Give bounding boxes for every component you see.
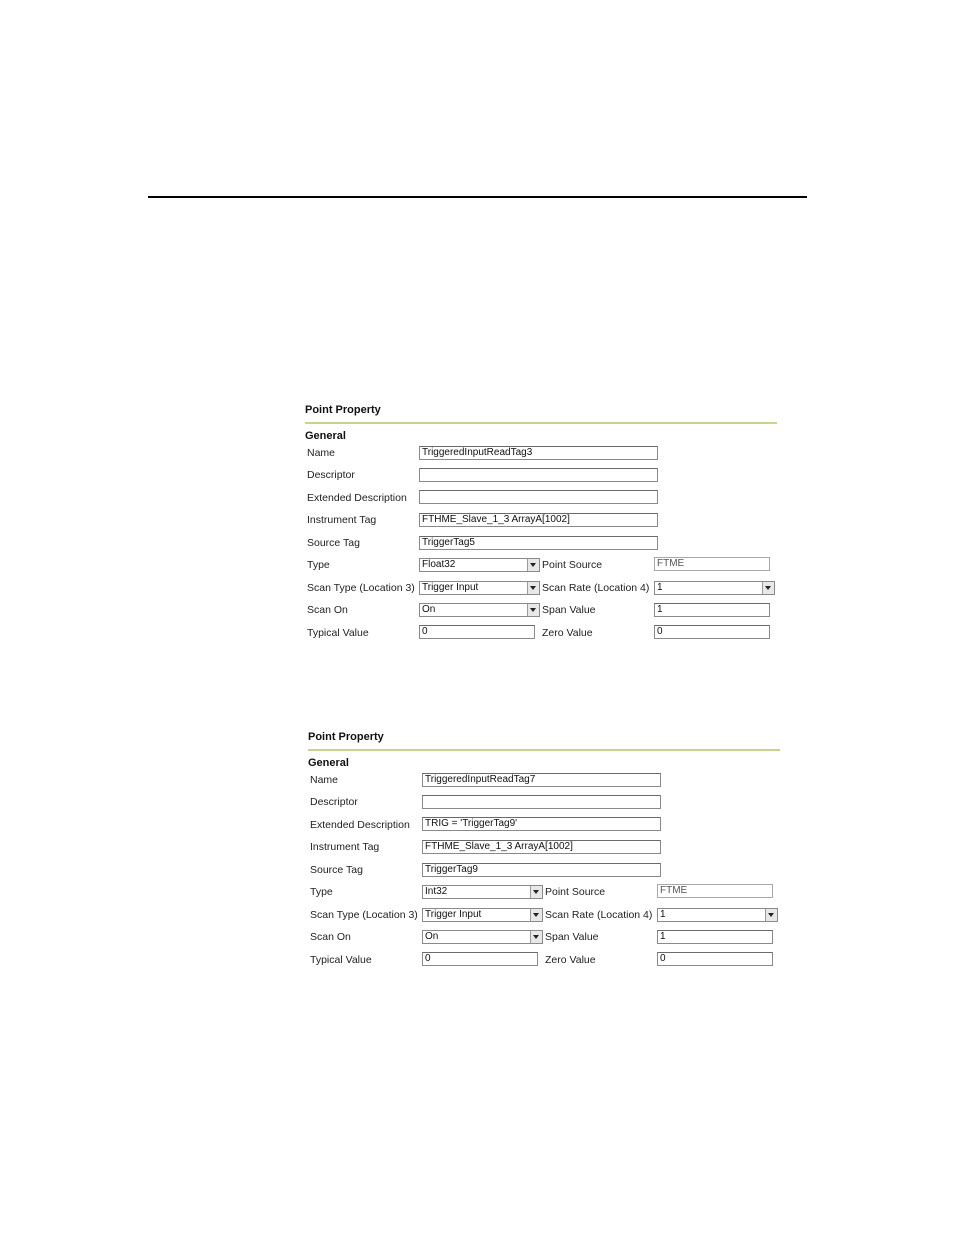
name-input[interactable]: TriggeredInputReadTag3 [419,446,658,460]
name-label: Name [307,447,336,459]
extended-description-label: Extended Description [307,492,407,504]
section-title-general: General [305,430,346,442]
span-value-input[interactable]: 1 [657,930,773,944]
source-tag-input[interactable]: TriggerTag5 [419,536,658,550]
descriptor-input[interactable] [419,468,658,482]
panel-divider [305,422,777,424]
chevron-down-icon[interactable] [527,582,539,594]
descriptor-label: Descriptor [310,796,358,808]
scan-rate-select[interactable] [654,581,775,595]
panel-title: Point Property [308,731,384,743]
instrument-tag-input[interactable]: FTHME_Slave_1_3 ArrayA[1002] [419,513,658,527]
scan-type-value: Trigger Input [425,909,482,920]
zero-value-input[interactable]: 0 [654,625,770,639]
extended-description-input[interactable] [419,490,658,504]
chevron-down-icon[interactable] [530,886,542,898]
typical-value-label: Typical Value [307,627,369,639]
type-label: Type [310,886,333,898]
descriptor-label: Descriptor [307,469,355,481]
typical-value-input[interactable]: 0 [419,625,535,639]
extended-description-label: Extended Description [310,819,410,831]
scan-rate-label: Scan Rate (Location 4) [542,582,650,594]
point-source-label: Point Source [542,559,603,571]
scan-type-label: Scan Type (Location 3) [307,582,415,594]
point-source-input[interactable]: FTME [654,557,770,571]
scan-on-select[interactable] [419,603,540,617]
source-tag-label: Source Tag [307,537,360,549]
descriptor-input[interactable] [422,795,661,809]
type-select[interactable] [422,885,543,899]
chevron-down-icon[interactable] [527,604,539,616]
type-value: Float32 [422,559,456,570]
panel-divider [308,749,780,751]
scan-on-label: Scan On [307,604,348,616]
chevron-down-icon[interactable] [765,909,777,921]
scan-rate-value: 1 [657,582,663,593]
point-property-panel-2 [308,731,780,981]
type-value: Int32 [425,886,448,897]
scan-type-label: Scan Type (Location 3) [310,909,418,921]
zero-value-input[interactable]: 0 [657,952,773,966]
chevron-down-icon[interactable] [527,559,539,571]
zero-value-label: Zero Value [542,627,593,639]
span-value-label: Span Value [545,931,599,943]
extended-description-input[interactable]: TRIG = 'TriggerTag9' [422,817,661,831]
scan-type-select[interactable] [422,908,543,922]
scan-on-value: On [425,931,439,942]
chevron-down-icon[interactable] [530,931,542,943]
scan-on-value: On [422,604,436,615]
scan-type-value: Trigger Input [422,582,479,593]
name-label: Name [310,774,339,786]
type-select[interactable] [419,558,540,572]
point-source-label: Point Source [545,886,606,898]
source-tag-input[interactable]: TriggerTag9 [422,863,661,877]
span-value-input[interactable]: 1 [654,603,770,617]
span-value-label: Span Value [542,604,596,616]
source-tag-label: Source Tag [310,864,363,876]
point-source-input[interactable]: FTME [657,884,773,898]
scan-rate-value: 1 [660,909,666,920]
type-label: Type [307,559,330,571]
instrument-tag-label: Instrument Tag [307,514,377,526]
chevron-down-icon[interactable] [530,909,542,921]
instrument-tag-label: Instrument Tag [310,841,380,853]
scan-on-select[interactable] [422,930,543,944]
name-input[interactable]: TriggeredInputReadTag7 [422,773,661,787]
scan-type-select[interactable] [419,581,540,595]
typical-value-label: Typical Value [310,954,372,966]
chevron-down-icon[interactable] [762,582,774,594]
scan-on-label: Scan On [310,931,351,943]
panel-title: Point Property [305,404,381,416]
section-title-general: General [308,757,349,769]
scan-rate-select[interactable] [657,908,778,922]
zero-value-label: Zero Value [545,954,596,966]
typical-value-input[interactable]: 0 [422,952,538,966]
instrument-tag-input[interactable]: FTHME_Slave_1_3 ArrayA[1002] [422,840,661,854]
top-divider [148,196,807,198]
point-property-panel-1 [305,404,777,654]
scan-rate-label: Scan Rate (Location 4) [545,909,653,921]
